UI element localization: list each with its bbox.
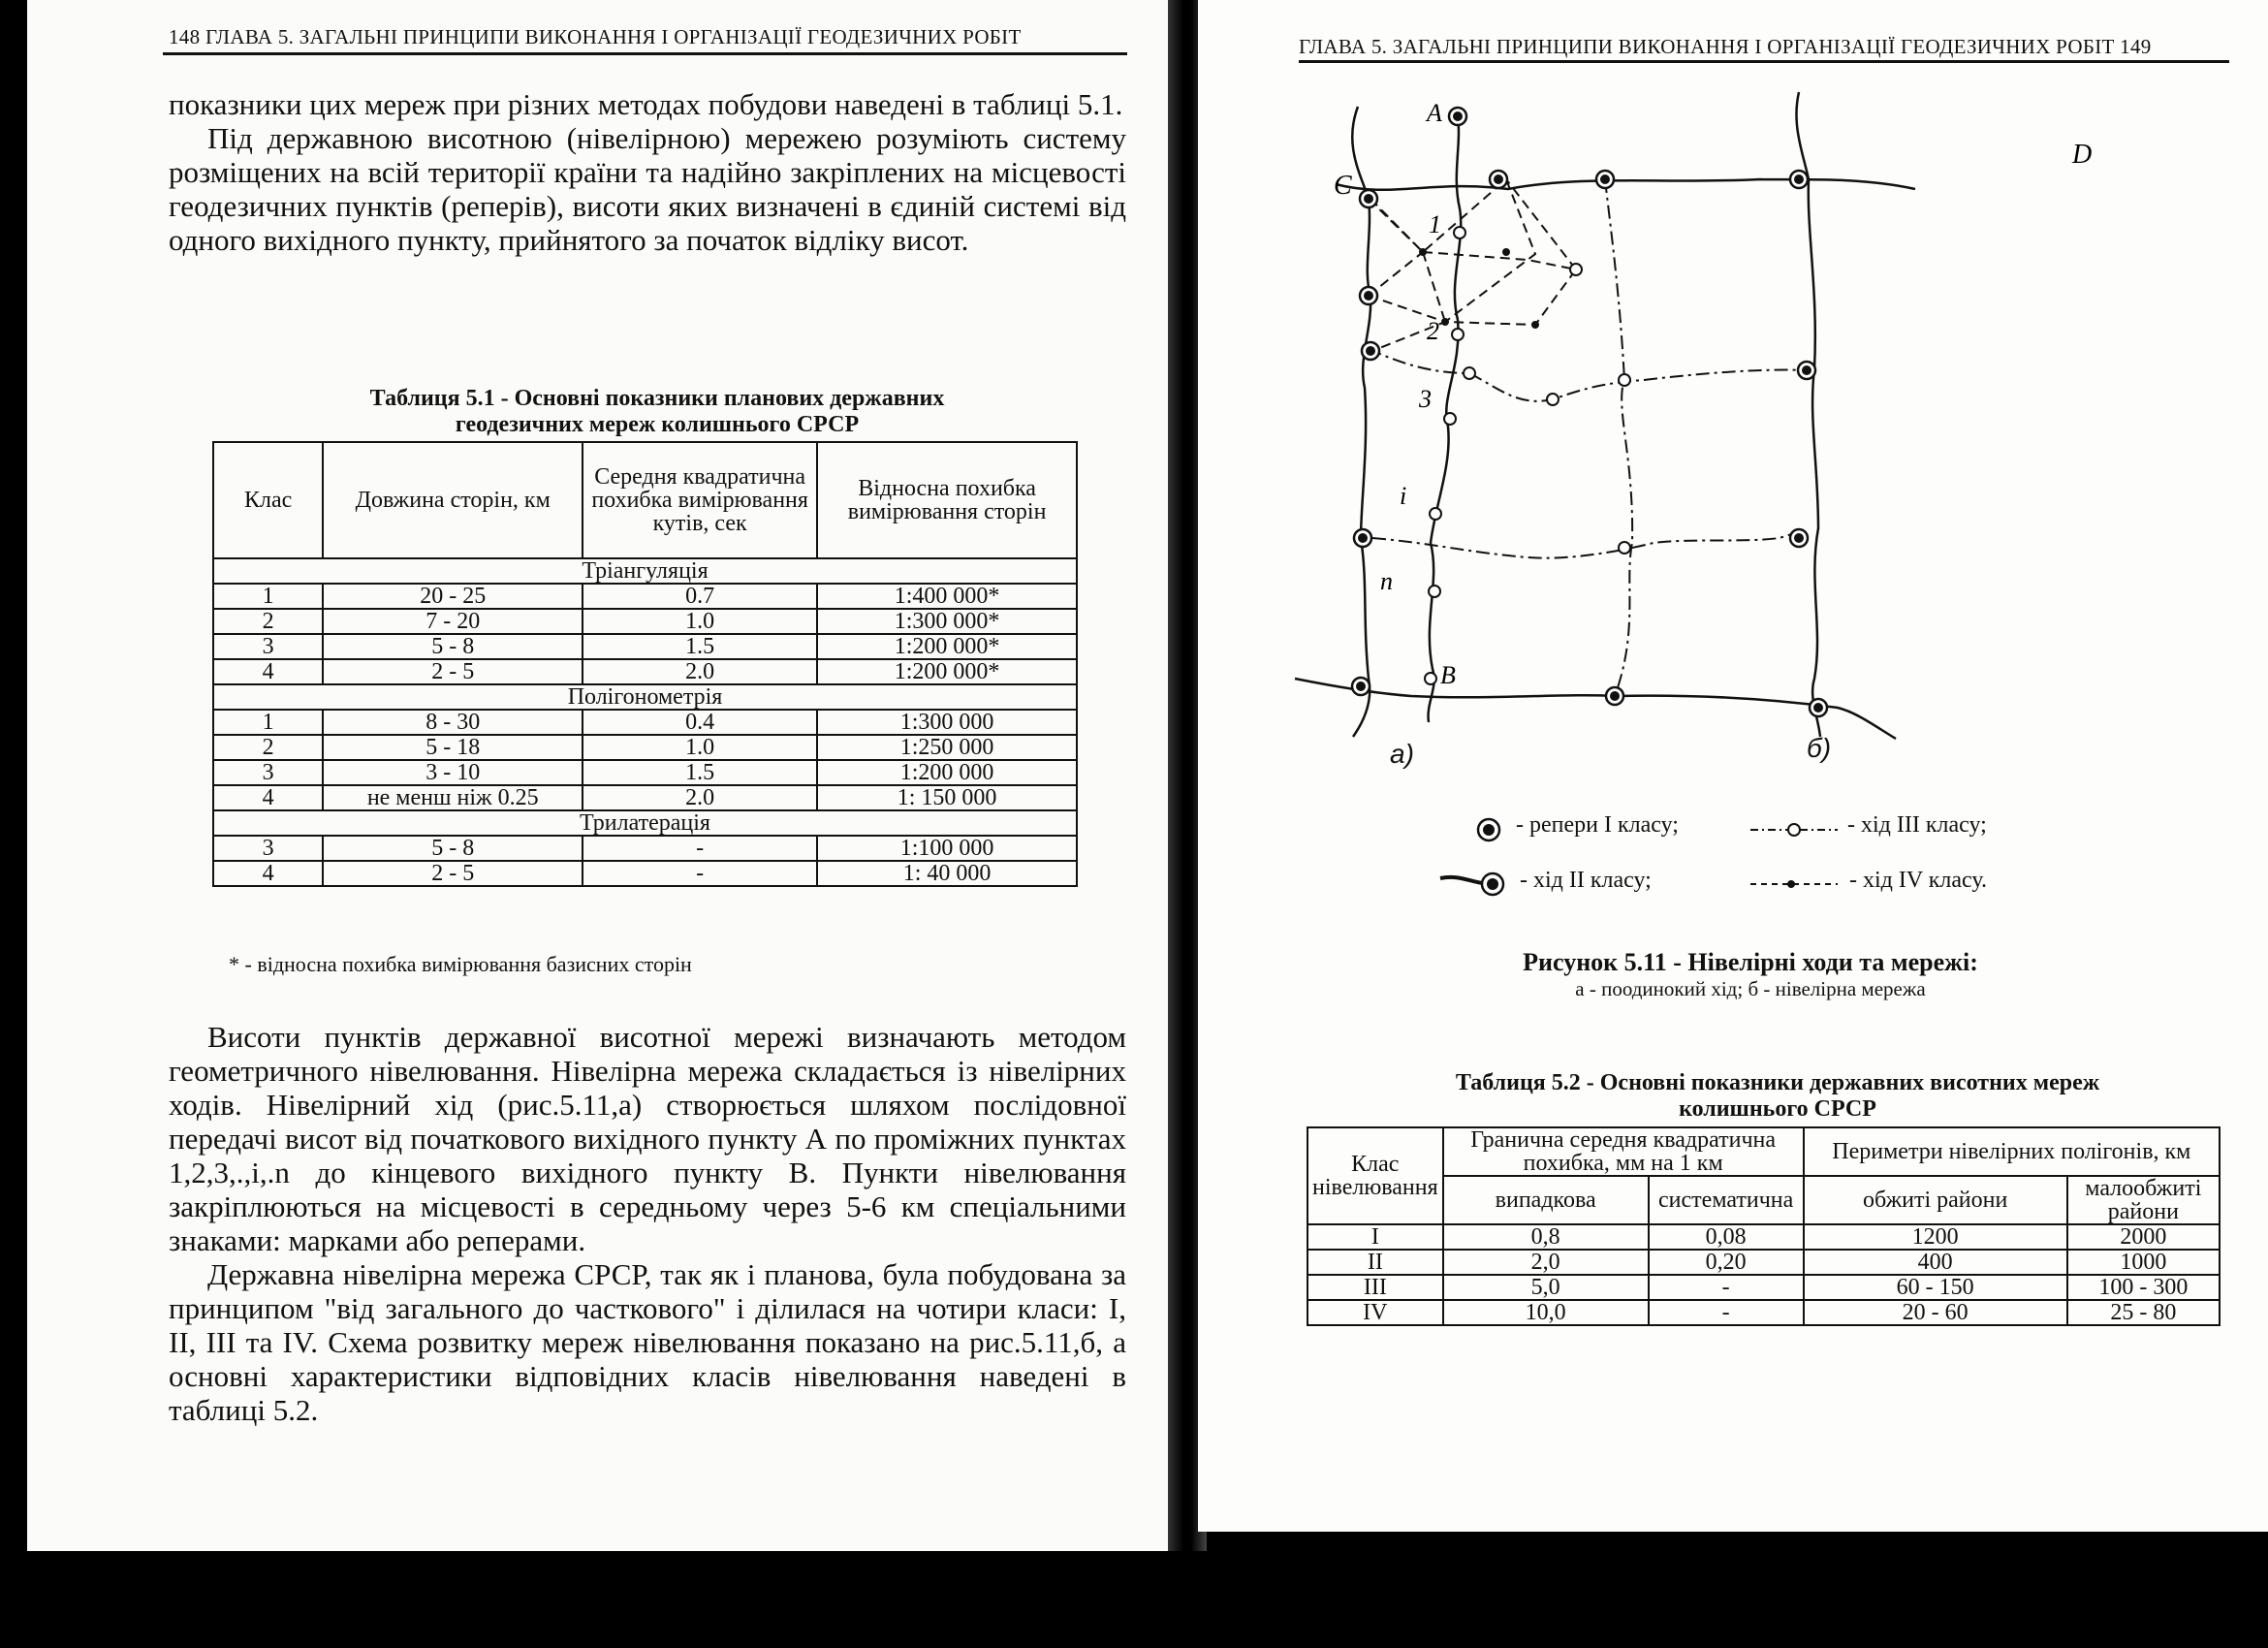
table-cell: 2000 [2067,1224,2220,1250]
table-section-row [213,558,1077,584]
right-page [1198,0,2268,1532]
header-text: на 1 км [1651,1151,1723,1176]
header-cell: Клас нівелювання [1307,1127,1443,1224]
table-cell: 20 - 60 [1804,1300,2067,1325]
header-cell: Клас [213,442,323,558]
table-cell: не менш ніж 0.25 [323,785,583,810]
header-cell: випадкова [1443,1176,1649,1224]
table-row [213,760,1077,785]
benchmark-marker-dot [1356,681,1366,691]
traverse-point [1619,374,1630,386]
class4-point [1419,248,1427,256]
benchmark-marker-dot [1794,174,1804,184]
traverse-point [1464,367,1475,379]
class4-point [1531,321,1539,329]
table-cell: 5 - 18 [323,735,583,760]
traverse-point [1570,264,1582,275]
table-cell: 100 - 300 [2067,1275,2220,1300]
table-cell: 1.0 [583,609,817,634]
caption-line: колишнього СРСР [1679,1096,1876,1122]
table-cell: 5 - 8 [323,634,583,659]
paragraph: Висоти пунктів державної висотної мережі визначають методом геометричного нівелювання. Нівелірна мережа складається із нівелірних ходів. Нівелірний хід (рис.5.11,а) створюється шляхом послідовної передачі висот від початкового вихідного пункту А по проміжних пунктах 1,2,3,.,i,.n до кінцевого вихідного пункту В. Пункти нівелювання закріплюються на місцевості в середньому через 5-6 км спеціальними знаками: марками або реперами. [169,1020,1126,1257]
benchmark-marker-dot [1364,194,1373,204]
table-row [1307,1224,2220,1250]
legend-class2: - хід II класу; [1520,868,1652,893]
table-cell: 1:200 000* [817,659,1077,684]
table-cell: 1:200 000* [817,634,1077,659]
fig-point-label: A [1427,99,1442,127]
header-cell: Відносна похибка вимірювання сторін [817,442,1077,558]
traverse-point [1454,227,1465,238]
fig-point-label: D [2072,140,2093,170]
table-cell: 4 [213,659,323,684]
benchmark-marker-dot [1364,291,1373,301]
benchmark-marker-dot [1813,703,1823,713]
table-row [213,609,1077,634]
class2-point-icon-dot [1487,878,1498,890]
table-cell: 2 - 5 [323,659,583,684]
table-cell: 2,0 [1443,1250,1649,1275]
table-cell: 60 - 150 [1804,1275,2067,1300]
table-cell: 1:400 000* [817,584,1077,609]
table-cell: 3 [213,634,323,659]
legend-symbols [1198,795,2268,911]
running-head-right: ГЛАВА 5. ЗАГАЛЬНІ ПРИНЦИПИ ВИКОНАННЯ І ОРГАНІЗАЦІЇ ГЕОДЕЗИЧНИХ РОБІТ 149 [1299,35,2152,58]
benchmark-marker-dot [1366,346,1375,356]
figure-5-11 [1198,0,2268,776]
benchmark-marker-dot [1358,533,1368,543]
figure-caption-sub: а - поодинокий хід; б - нівелірна мережа [1575,977,1926,1000]
traverse-point [1444,413,1456,425]
table-cell: IV [1307,1300,1443,1325]
fig-point-label: i [1400,482,1407,510]
header-text: Гранична середня квадратична похибка, мм [1470,1127,1777,1176]
table-row [213,584,1077,609]
table-row [213,659,1077,684]
class4-point-icon [1787,880,1795,888]
table-cell: 1: 40 000 [817,861,1077,886]
table-row [213,710,1077,735]
table-cell: 2 [213,609,323,634]
paragraph: показники цих мереж при різних методах побудови наведені в таблиці 5.1. [169,87,1123,121]
section-title: Трилатерація [213,810,1077,836]
traverse-point [1430,508,1441,520]
table-cell: - [583,836,817,861]
table-row [213,836,1077,861]
table-header-row [1307,1127,2220,1176]
left-page [27,0,1181,1551]
table-cell: III [1307,1275,1443,1300]
figure-label-b: б) [1807,733,1832,763]
traverse-point [1452,329,1464,340]
table-cell: II [1307,1250,1443,1275]
table-cell: 1:100 000 [817,836,1077,861]
traverse-point [1425,673,1436,684]
table-cell: 2 - 5 [323,861,583,886]
table-cell: 1:200 000 [817,760,1077,785]
header-cell: Середня квадратична похибка вимірювання кутів, сек [583,442,817,558]
header-cell: Довжина сторін, км [323,442,583,558]
table-row [213,634,1077,659]
fig-point-label: 2 [1427,317,1439,345]
figure-caption-title: Рисунок 5.11 - Нівелірні ходи та мережі: [1523,948,1978,976]
caption-line: Таблиця 5.2 - Основні показники державних висотних мереж [1455,1070,2100,1095]
table-cell: 3 [213,836,323,861]
table-cell: - [1649,1275,1804,1300]
legend-benchmark: - репери I класу; [1516,812,1679,838]
header-rule [163,52,1127,55]
class4-point [1441,318,1449,326]
table-cell: 1:250 000 [817,735,1077,760]
benchmark-marker-dot [1794,533,1804,543]
table-5-2 [1307,1126,2221,1326]
benchmark-marker-dot [1600,174,1610,184]
table-cell: 1.5 [583,760,817,785]
traverse-point [1429,586,1440,597]
bottom-line [1295,679,1896,739]
table-row [1307,1275,2220,1300]
table-cell: 5 - 8 [323,836,583,861]
table-cell: 1.0 [583,735,817,760]
table-cell: 400 [1804,1250,2067,1275]
table-cell: 2.0 [583,659,817,684]
table-row [1307,1300,2220,1325]
table-cell: - [583,861,817,886]
table1-footnote: * - відносна похибка вимірювання базисних сторін [229,952,692,976]
table-5-1 [212,441,1078,887]
table-row [213,735,1077,760]
table-cell: 0,08 [1649,1224,1804,1250]
benchmark-marker-dot [1494,174,1503,184]
table-row [1307,1250,2220,1275]
header-cell: Периметри нівелірних полігонів, км [1804,1127,2220,1176]
table-section-row [213,684,1077,710]
table-cell: 1 [213,710,323,735]
table2-caption [1341,1070,2214,1123]
table-cell: 0.4 [583,710,817,735]
table-cell: - [1649,1300,1804,1325]
class4-point [1502,248,1510,256]
table-cell: 1200 [1804,1224,2067,1250]
table-cell: 1.5 [583,634,817,659]
table-cell: 1:300 000 [817,710,1077,735]
table-section-row [213,810,1077,836]
paragraph: Державна нівелірна мережа СРСР, так як і планова, була побудована за принципом "від загального до часткового" і ділилася на чотири класи: I, II, III та IV. Схема розвитку мереж нівелювання показано на рис.5.11,б, а основні характеристики відповідних класів нівелювання наведені в таблиці 5.2. [169,1257,1126,1427]
table-cell: 2.0 [583,785,817,810]
class3-point-icon [1788,824,1800,836]
caption-line: геодезичних мереж колишнього СРСР [455,412,860,437]
table-cell: 1000 [2067,1250,2220,1275]
table-header-row [1307,1176,2220,1224]
running-head-left: 148 ГЛАВА 5. ЗАГАЛЬНІ ПРИНЦИПИ ВИКОНАННЯ І ОРГАНІЗАЦІЇ ГЕОДЕЗИЧНИХ РОБІТ [169,25,1022,48]
table-row [213,861,1077,886]
table-cell: I [1307,1224,1443,1250]
figure-label-a: а) [1390,739,1414,769]
benchmark-marker-dot [1802,365,1811,375]
table-cell: 3 [213,760,323,785]
header-cell: обжиті райони [1804,1176,2067,1224]
fig-point-label: B [1440,661,1456,689]
figure-caption [1411,948,2090,1001]
main-text [169,1020,1126,1427]
traverse-point [1619,542,1630,554]
section-title: Тріангуляція [213,558,1077,584]
section-title: Полігонометрія [213,684,1077,710]
benchmark-marker-dot [1610,691,1620,701]
fig-point-label: 3 [1419,385,1432,413]
table-header-row [213,442,1077,558]
table-cell: 7 - 20 [323,609,583,634]
table-cell: 5,0 [1443,1275,1649,1300]
table-cell: 2 [213,735,323,760]
benchmark-icon-dot [1483,824,1495,836]
header-cell: малообжиті райони [2067,1176,2220,1224]
table-cell: 20 - 25 [323,584,583,609]
traverse-point [1547,394,1559,405]
fig-point-label: C [1334,171,1352,201]
table-cell: 3 - 10 [323,760,583,785]
table-row [213,785,1077,810]
paragraph: Під державною висотною (нівелірною) мережею розуміють систему розміщених на всій території країни та надійно закріплених на місцевості геодезичних пунктів (реперів), висоти яких визначені в єдиній системі від одного вихідного пункту, прийнятого за початок відліку висот. [169,121,1126,257]
table1-caption [173,386,1142,438]
table-cell: 8 - 30 [323,710,583,735]
table-cell: 4 [213,861,323,886]
header-cell: систематична [1649,1176,1804,1224]
top-line [1336,179,1915,190]
intro-text [169,87,1126,257]
table-cell: 4 [213,785,323,810]
table-cell: 1: 150 000 [817,785,1077,810]
legend-class3: - хід III класу; [1847,812,1987,838]
benchmark-marker-dot [1453,111,1463,121]
table-cell: 0,20 [1649,1250,1804,1275]
table-cell: 25 - 80 [2067,1300,2220,1325]
table-cell: 10,0 [1443,1300,1649,1325]
legend-class4: - хід IV класу. [1849,868,1987,893]
table-cell: 0.7 [583,584,817,609]
table-cell: 0,8 [1443,1224,1649,1250]
header-cell [1443,1127,1804,1176]
fig-point-label: 1 [1429,210,1441,238]
fig-point-label: n [1380,567,1393,595]
table-cell: 1 [213,584,323,609]
table-cell: 1:300 000* [817,609,1077,634]
caption-line: Таблиця 5.1 - Основні показники планових державних [369,386,945,411]
